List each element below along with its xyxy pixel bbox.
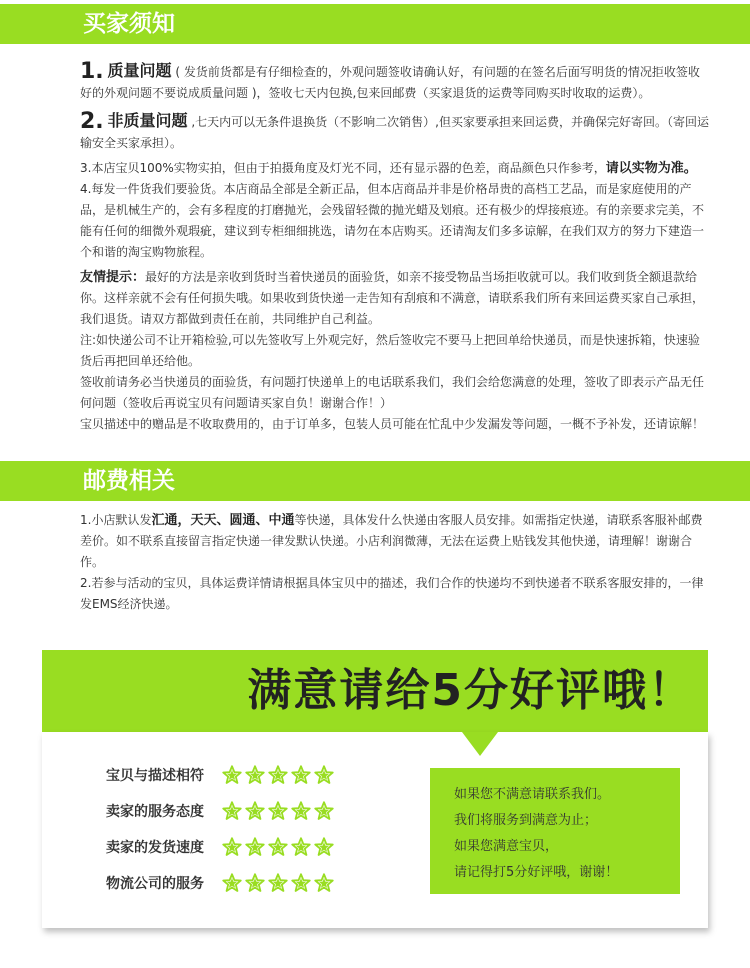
star-icon [222, 765, 242, 785]
star-icon [314, 837, 334, 857]
line-text: 等快递，具体发什么快递由客服人员安排。如需指定快递，请联系客服补邮费差价。如不联系直接留言指定快递一律发默认快递。小店利润微薄，无法在运费上贴钱发其他快递，请理解！谢谢合作。 [80, 513, 703, 569]
rating-row [106, 832, 337, 862]
line-text: 1.小店默认发 [80, 513, 152, 527]
rating-label: 卖家的发货速度 [106, 840, 204, 856]
item-number: 1. [80, 59, 104, 84]
item-number: 2. [80, 109, 104, 134]
rating-label: 物流公司的服务 [106, 876, 204, 892]
shipping-line-1 [80, 510, 710, 573]
courier-names: 汇通，天天、圆通、中通 [151, 513, 295, 528]
banner-pointer [462, 732, 498, 756]
star-group [222, 837, 337, 857]
contact-line: 请记得打5分好评哦，谢谢！ [454, 865, 619, 880]
item-title: 质量问题 [107, 61, 172, 80]
star-icon [314, 765, 334, 785]
quality-issue-item [80, 60, 710, 104]
rating-label: 卖家的服务态度 [106, 804, 204, 820]
real-photo-item [80, 158, 710, 179]
section-header-shipping [0, 461, 750, 501]
star-icon [314, 801, 334, 821]
item-emphasis: 请以实物为准。 [605, 161, 697, 176]
tip-title: 友情提示： [80, 270, 146, 285]
star-icon [222, 801, 242, 821]
section-title: 邮费相关 [83, 468, 175, 494]
item-text: ( 发货前货都是有仔细检查的，外观问题签收请确认好，有问题的在签名后面写明货的情况拒收签收好的外观问题不要说成质量问题 )，签收七天内包换,包来回邮费（买家退货的运费等同购买时收取的运费）。 [80, 65, 700, 100]
item-text: ,七天内可以无条件退换货（不影响二次销售）,但买家要承担来回运费，并确保完好寄回。（寄回运输安全买家承担）。 [80, 115, 709, 150]
rating-banner [42, 650, 708, 732]
star-icon [291, 765, 311, 785]
star-icon [245, 765, 265, 785]
item-text: 4.每发一件货我们要验货。本店商品全部是全新正品，但本店商品并非是价格昂贵的高档工艺品，而是家庭使用的产品，是机械生产的，会有多程度的打磨抛光，会残留轻微的抛光蜡及划痕。还有极少的焊接痕迹。有的亲要求完美，不能有任何的细微外观瑕疵，建议到专柜细细挑选，请勿在本店购买。还请淘友们多多谅解，在我们双方的努力下建造一个和谐的淘宝购物旅程。 [80, 182, 705, 259]
star-icon [268, 765, 288, 785]
non-quality-issue-item [80, 110, 710, 154]
sign-text: 签收前请务必当快递员的面验货，有问题打快递单上的电话联系我们，我们会给您满意的处理，签收了即表示产品无任何问题（签收后再说宝贝有问题请买家自负！谢谢合作！） [80, 375, 705, 410]
star-icon [222, 837, 242, 857]
section-header-buyer-notice [0, 4, 750, 44]
star-icon [245, 837, 265, 857]
shipping-line-2: 2.若参与活动的宝贝，具体运费详情请根据具体宝贝中的描述，我们合作的快递均不到快递者不联系客服安排的，一律发EMS经济快递。 [80, 576, 704, 611]
item-title: 非质量问题 [107, 111, 188, 130]
shipping-content [80, 510, 710, 615]
star-icon [268, 837, 288, 857]
item-text: 3.本店宝贝100%实物实拍，但由于拍摄角度及灯光不同，还有显示器的色差，商品颜色只作参考， [80, 161, 606, 175]
rating-label: 宝贝与描述相符 [106, 768, 204, 784]
contact-box [430, 768, 680, 894]
star-icon [291, 873, 311, 893]
gift-text: 宝贝描述中的赠品是不收取费用的，由于订单多，包装人员可能在忙乱中少发漏发等问题，一概不予补发，还请谅解！ [80, 417, 705, 431]
rating-row [106, 796, 337, 826]
star-icon [291, 837, 311, 857]
banner-text: 满意请给5分好评哦！ [247, 665, 694, 716]
contact-line: 如果您不满意请联系我们。 [454, 787, 611, 802]
inspection-item [80, 179, 710, 263]
friendly-tip [80, 267, 710, 330]
contact-line: 如果您满意宝贝， [454, 839, 559, 854]
star-group [222, 801, 337, 821]
note-text: 注:如快递公司不让开箱检验,可以先签收写上外观完好，然后签收完不要马上把回单给快递员，而是快速拆箱，快速验货后再把回单还给他。 [80, 333, 700, 368]
section-title: 买家须知 [83, 11, 175, 37]
star-icon [222, 873, 242, 893]
star-icon [268, 801, 288, 821]
star-icon [245, 873, 265, 893]
rating-row [106, 868, 337, 898]
star-icon [314, 873, 334, 893]
star-icon [291, 801, 311, 821]
buyer-notice-content [80, 60, 710, 435]
rating-row [106, 760, 337, 790]
tip-text: 最好的方法是亲收到货时当着快递员的面验货，如亲不接受物品当场拒收就可以。我们收到货全额退款给你。这样亲就不会有任何损失哦。如果收到货快递一走告知有刮痕和不满意，请联系我们所有来回运费买家自己承担，我们退货。请双方都做到责任在前，共同维护自己利益。 [80, 270, 705, 326]
star-icon [268, 873, 288, 893]
star-group [222, 873, 337, 893]
star-icon [245, 801, 265, 821]
rating-panel [42, 732, 708, 928]
star-group [222, 765, 337, 785]
contact-line: 我们将服务到满意为止； [454, 813, 598, 828]
